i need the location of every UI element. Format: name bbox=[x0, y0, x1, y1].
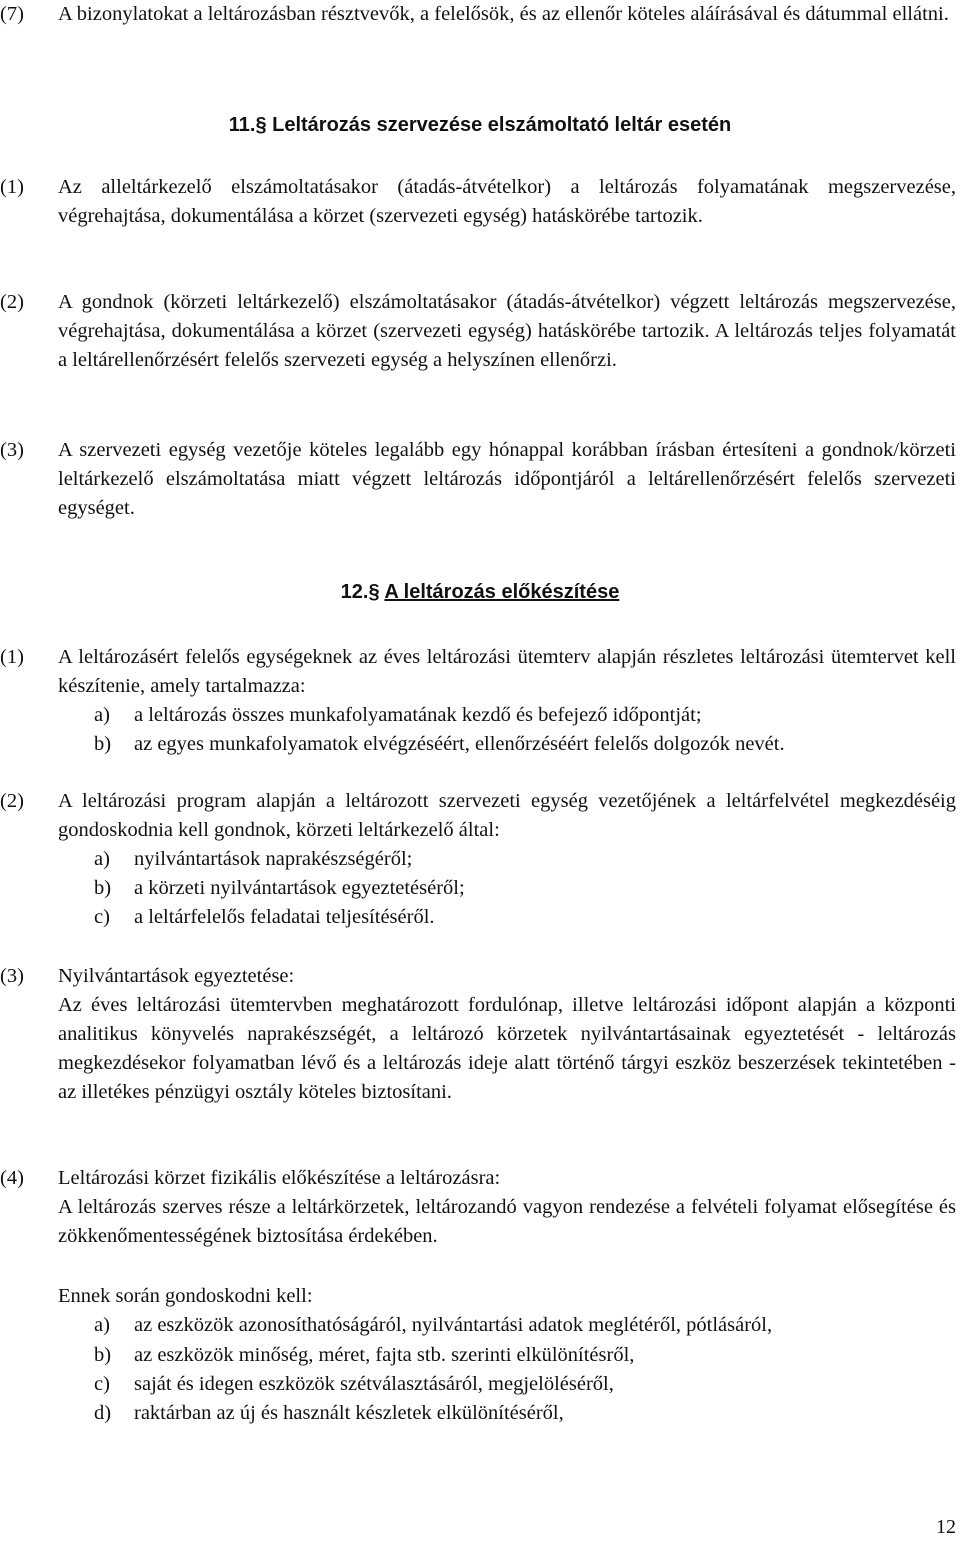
list-text: saját és idegen eszközök szétválasztásáról, megjelöléséről, bbox=[134, 1373, 614, 1395]
list-letter: a) bbox=[94, 704, 110, 726]
list-text: raktárban az új és használt készletek elkülönítéséről, bbox=[134, 1402, 564, 1424]
list-item bbox=[58, 874, 956, 903]
paragraph-text: A leltározás szerves része a leltárkörzetek, leltározandó vagyon rendezése a felvételi folyamat elősegítése és zökkenőmentességének biztosítása érdekében. bbox=[58, 1196, 956, 1247]
paragraph-text: A szervezeti egység vezetője köteles legalább egy hónappal korábban írásban értesíteni a gondnok/körzeti leltárkezelő elszámoltatása miatt végzett leltározás időpontjáról a leltárellenőrzésért felelős szervezeti egységet. bbox=[58, 439, 956, 519]
paragraph-number: (1) bbox=[0, 176, 24, 198]
section-11-heading bbox=[0, 111, 960, 140]
paragraph-title: Nyilvántartások egyeztetése: bbox=[58, 965, 295, 987]
paragraph-7 bbox=[0, 0, 956, 29]
list-text: nyilvántartások naprakészségéről; bbox=[134, 848, 413, 870]
list-letter: a) bbox=[94, 848, 110, 870]
list-text: az eszközök minőség, méret, fajta stb. szerinti elkülönítésről, bbox=[134, 1344, 635, 1366]
list-item bbox=[58, 1399, 956, 1428]
section-title: A leltározás előkészítése bbox=[384, 581, 620, 603]
list-letter: d) bbox=[94, 1402, 112, 1424]
paragraph-number: (7) bbox=[0, 3, 24, 25]
paragraph-11-3 bbox=[0, 436, 956, 523]
paragraph-text: A leltározásért felelős egységeknek az éves leltározási ütemterv alapján részletes leltározási ütemtervet kell készítenie, amely tartalmazza: bbox=[58, 646, 956, 697]
list-text: az eszközök azonosíthatóságáról, nyilvántartási adatok meglétéről, pótlásáról, bbox=[134, 1314, 773, 1336]
section-12-heading bbox=[0, 578, 960, 607]
list-letter: b) bbox=[94, 877, 112, 899]
list-item bbox=[58, 1311, 956, 1340]
paragraph-12-1 bbox=[0, 643, 956, 701]
list-item bbox=[58, 903, 956, 932]
list-text: az egyes munkafolyamatok elvégzéséért, ellenőrzéséért felelős dolgozók nevét. bbox=[134, 733, 785, 755]
section-number: 12. bbox=[340, 581, 369, 603]
list-item bbox=[58, 1370, 956, 1399]
paragraph-12-4 bbox=[0, 1164, 956, 1193]
list-text: a leltárfelelős feladatai teljesítéséről. bbox=[134, 906, 435, 928]
list-letter: b) bbox=[94, 1344, 112, 1366]
paragraph-text: A leltározási program alapján a leltározott szervezeti egység vezetőjének a leltárfelvétel megkezdéséig gondoskodnia kell gondnok, körzeti leltárkezelő által: bbox=[58, 790, 956, 841]
list-text: a körzeti nyilvántartások egyeztetéséről; bbox=[134, 877, 465, 899]
paragraph-text: A bizonylatokat a leltározásban résztvevők, a felelősök, és az ellenőr köteles aláírásával és dátummal ellátni. bbox=[58, 3, 949, 25]
paragraph-12-3 bbox=[0, 962, 956, 991]
paragraph-number: (2) bbox=[0, 790, 24, 812]
paragraph-text: A gondnok (körzeti leltárkezelő) elszámoltatásakor (átadás-átvételkor) végzett leltározás megszervezése, végrehajtása, dokumentálása a körzet (szervezeti egység) hatáskörébe tartozik. A leltározás teljes folyamatát a leltárellenőrzésért felelős szervezeti egység a helyszínen ellenőrzi. bbox=[58, 291, 956, 371]
list-item bbox=[58, 845, 956, 874]
page-number: 12 bbox=[936, 1516, 956, 1538]
paragraph-11-2 bbox=[0, 288, 956, 375]
section-sign: § bbox=[255, 114, 267, 136]
paragraph-text: Az éves leltározási ütemtervben meghatározott fordulónap, illetve leltározási időpont alapján a központi analitikus könyvelés naprakészségét, a leltározó körzetek nyilvántartásainak egyeztetését - leltározás megkezdésekor folyamatban lévő és a leltározás ideje alatt történő tárgyi eszköz beszerzések tekintetében - az illetékes pénzügyi osztály köteles biztosítani. bbox=[58, 994, 956, 1103]
list-item bbox=[58, 701, 956, 730]
paragraph-number: (3) bbox=[0, 965, 24, 987]
list-letter: c) bbox=[94, 906, 110, 928]
list-letter: a) bbox=[94, 1314, 110, 1336]
paragraph-12-2 bbox=[0, 787, 956, 845]
paragraph-intro: Ennek során gondoskodni kell: bbox=[58, 1285, 313, 1307]
section-title: Leltározás szervezése elszámoltató leltár esetén bbox=[272, 114, 732, 136]
section-sign: § bbox=[368, 581, 380, 603]
list-letter: c) bbox=[94, 1373, 110, 1395]
paragraph-number: (2) bbox=[0, 291, 24, 313]
list-item bbox=[58, 1341, 956, 1370]
list-text: a leltározás összes munkafolyamatának kezdő és befejező időpontját; bbox=[134, 704, 702, 726]
list-letter: b) bbox=[94, 733, 112, 755]
paragraph-text: Az alleltárkezelő elszámoltatásakor (átadás-átvételkor) a leltározás folyamatának megszervezése, végrehajtása, dokumentálása a körzet (szervezeti egység) hatáskörébe tartozik. bbox=[58, 176, 956, 227]
section-number: 11. bbox=[228, 114, 256, 136]
paragraph-title: Leltározási körzet fizikális előkészítése a leltározásra: bbox=[58, 1167, 501, 1189]
paragraph-11-1 bbox=[0, 173, 956, 231]
paragraph-number: (4) bbox=[0, 1167, 24, 1189]
list-item bbox=[58, 730, 956, 759]
paragraph-number: (3) bbox=[0, 439, 24, 461]
paragraph-number: (1) bbox=[0, 646, 24, 668]
